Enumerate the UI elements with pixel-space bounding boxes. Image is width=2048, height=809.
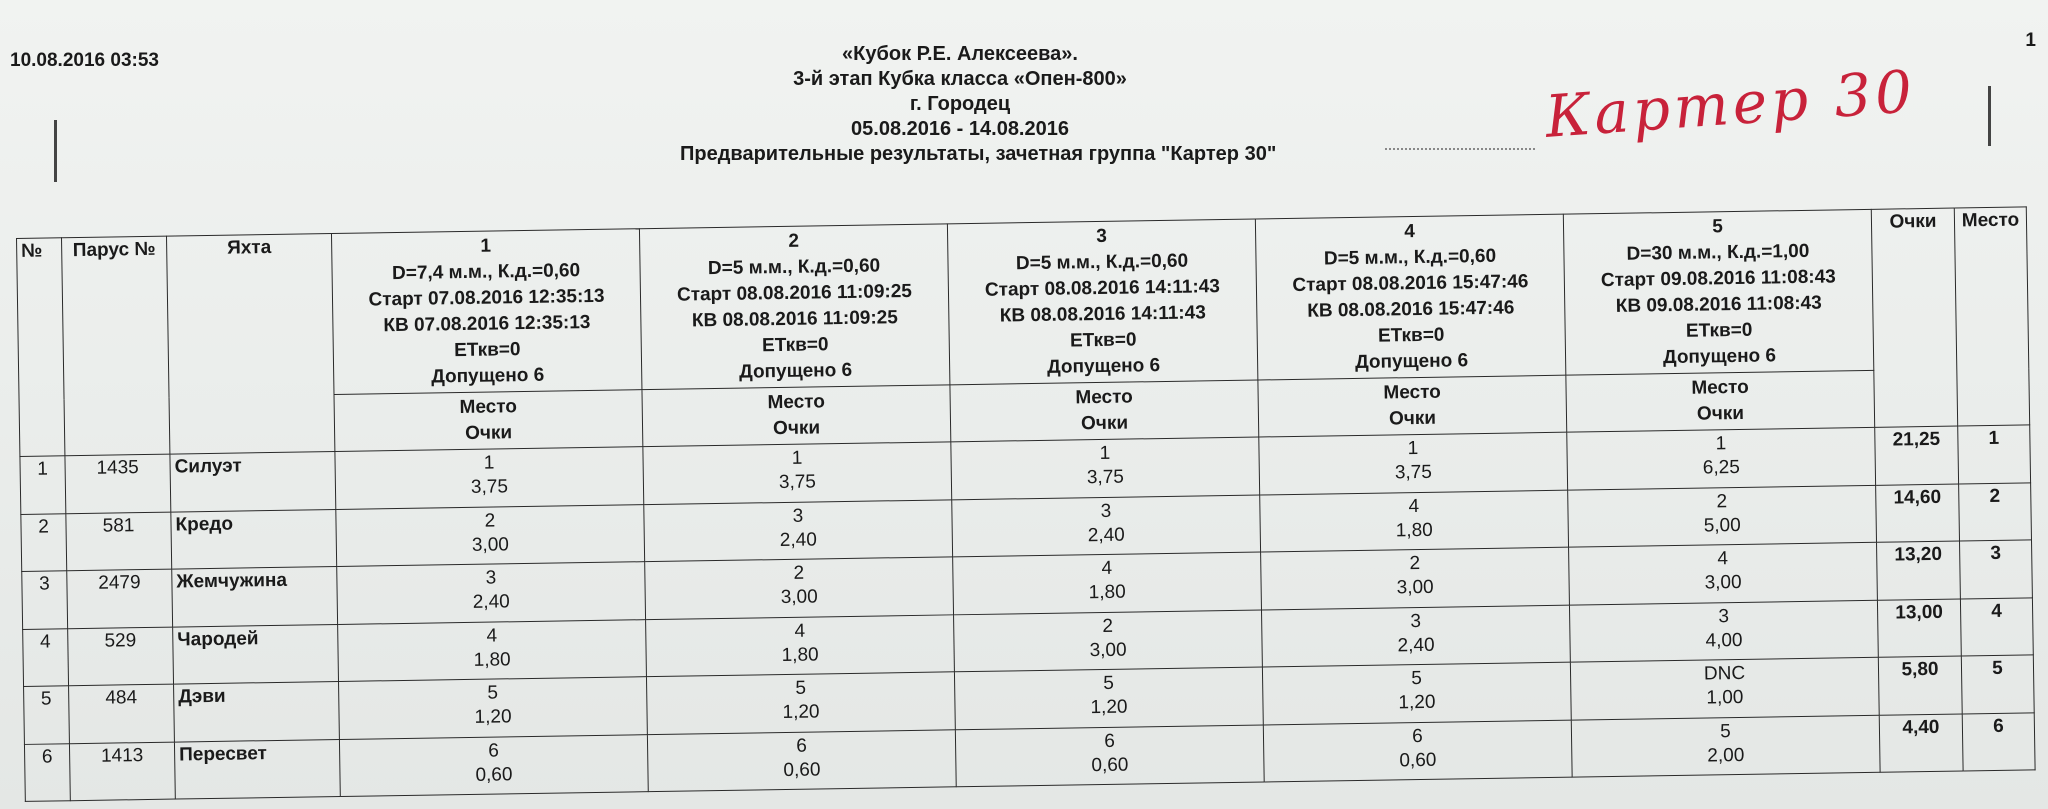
race-points: 2,40 bbox=[1397, 634, 1435, 656]
race-points: 1,20 bbox=[474, 706, 512, 728]
race-place: 5 bbox=[1719, 720, 1731, 742]
yacht-name: Жемчужина bbox=[172, 567, 338, 627]
race-kv: КВ 08.08.2016 11:09:25 bbox=[691, 307, 899, 332]
yacht-name: Чародей bbox=[173, 624, 339, 684]
race-points: 0,60 bbox=[475, 763, 513, 786]
race-place: 1 bbox=[1099, 442, 1111, 465]
race-result bbox=[953, 552, 1262, 614]
results-body bbox=[20, 425, 2035, 802]
race-header bbox=[947, 219, 1257, 385]
print-timestamp: 10.08.2016 03:53 bbox=[10, 50, 159, 71]
table-header-row bbox=[17, 207, 2029, 400]
row-number: 2 bbox=[21, 513, 67, 571]
race-place: DNC bbox=[1703, 662, 1746, 685]
race-admitted: Допущено 6 bbox=[431, 364, 545, 388]
race-result bbox=[1262, 662, 1571, 724]
final-place: 5 bbox=[1961, 655, 2034, 714]
race-place: 6 bbox=[488, 739, 500, 762]
pen-mark-right bbox=[1988, 86, 1991, 146]
race-result bbox=[1263, 720, 1572, 782]
race-points: 1,20 bbox=[782, 701, 820, 724]
race-result bbox=[1570, 657, 1879, 719]
race-points: 3,75 bbox=[1394, 461, 1433, 484]
race-result bbox=[1569, 600, 1878, 662]
race-result bbox=[952, 494, 1261, 556]
event-city: г. Городец bbox=[909, 93, 1011, 115]
final-place: 4 bbox=[1960, 597, 2033, 656]
race-subheader: Место Очки bbox=[1258, 375, 1567, 437]
race-points: 6,25 bbox=[1702, 456, 1740, 479]
race-points: 2,40 bbox=[779, 528, 817, 551]
page-number: 1 bbox=[2025, 30, 2036, 51]
final-place: 3 bbox=[1959, 540, 2032, 599]
race-result bbox=[1568, 485, 1877, 547]
race-place: 5 bbox=[1103, 672, 1115, 694]
race-result bbox=[1571, 715, 1880, 777]
race-points: 5,00 bbox=[1703, 514, 1741, 537]
col-header-number: № bbox=[17, 238, 65, 457]
col-header-place: Место bbox=[1954, 207, 2029, 426]
sail-number: 1413 bbox=[69, 742, 175, 801]
race-points: 3,00 bbox=[780, 586, 818, 609]
race-start: Старт 09.08.2016 11:08:43 bbox=[1600, 266, 1836, 292]
sail-number: 581 bbox=[66, 512, 172, 571]
race-result bbox=[954, 667, 1263, 729]
race-result bbox=[335, 447, 644, 509]
race-start: Старт 08.08.2016 11:09:25 bbox=[676, 280, 913, 306]
row-number: 1 bbox=[20, 456, 66, 514]
sail-number: 529 bbox=[68, 627, 174, 686]
sail-number: 1435 bbox=[65, 454, 171, 513]
col-header-yacht: Яхта bbox=[166, 234, 334, 455]
race-start: Старт 08.08.2016 15:47:46 bbox=[1292, 271, 1529, 296]
race-result bbox=[338, 619, 647, 681]
total-points: 4,40 bbox=[1879, 713, 1963, 772]
race-et: ЕТкв=0 bbox=[761, 334, 829, 357]
row-number: 5 bbox=[24, 686, 70, 744]
race-result bbox=[336, 504, 645, 566]
race-header bbox=[1255, 214, 1565, 380]
race-header bbox=[639, 224, 949, 390]
col-header-sail: Парус № bbox=[62, 236, 170, 456]
race-points: 1,80 bbox=[781, 643, 819, 666]
race-place: 3 bbox=[792, 505, 804, 527]
race-place: 4 bbox=[794, 620, 806, 642]
race-points: 2,40 bbox=[1087, 524, 1125, 546]
race-kv: КВ 08.08.2016 15:47:46 bbox=[1307, 297, 1515, 322]
race-start: Старт 08.08.2016 14:11:43 bbox=[984, 276, 1221, 301]
race-place: 3 bbox=[1718, 605, 1730, 627]
row-number: 4 bbox=[23, 628, 69, 686]
race-points: 2,40 bbox=[472, 591, 510, 613]
race-result bbox=[1261, 605, 1570, 667]
race-place: 6 bbox=[1104, 730, 1115, 752]
total-points: 13,00 bbox=[1877, 599, 1961, 658]
race-result bbox=[337, 562, 646, 624]
final-place: 1 bbox=[1958, 425, 2031, 484]
race-points: 3,00 bbox=[1089, 639, 1127, 661]
race-subheader: Место Очки bbox=[334, 390, 643, 452]
race-result bbox=[644, 499, 953, 561]
race-points: 2,00 bbox=[1707, 744, 1745, 766]
race-kv: КВ 09.08.2016 11:08:43 bbox=[1615, 292, 1822, 317]
row-number: 3 bbox=[22, 571, 68, 629]
race-result bbox=[951, 437, 1260, 499]
race-result bbox=[1261, 547, 1570, 609]
race-num: 1 bbox=[480, 235, 492, 257]
race-admitted: Допущено 6 bbox=[1662, 345, 1777, 369]
race-points: 1,80 bbox=[1088, 581, 1126, 604]
race-result bbox=[339, 734, 648, 796]
race-subheader: Место Очки bbox=[1566, 370, 1875, 432]
race-points: 3,75 bbox=[778, 471, 817, 494]
race-points: 3,00 bbox=[1396, 576, 1434, 599]
race-points: 3,75 bbox=[470, 476, 509, 498]
race-admitted: Допущено 6 bbox=[1354, 350, 1469, 373]
race-place: 5 bbox=[1411, 667, 1423, 690]
race-place: 4 bbox=[1101, 557, 1113, 579]
race-dist: D=7,4 м.м., К.д.=0,60 bbox=[391, 260, 581, 285]
race-place: 4 bbox=[1408, 495, 1420, 517]
race-dist: D=5 м.м., К.д.=0,60 bbox=[1323, 245, 1497, 270]
row-number: 6 bbox=[24, 743, 70, 801]
race-place: 3 bbox=[1410, 610, 1422, 632]
race-place: 4 bbox=[486, 624, 498, 647]
race-place: 1 bbox=[791, 447, 803, 469]
race-dist: D=5 м.м., К.д.=0,60 bbox=[707, 255, 881, 280]
race-result bbox=[954, 609, 1263, 671]
yacht-name: Пересвет bbox=[174, 739, 340, 799]
final-place: 2 bbox=[1959, 482, 2032, 541]
results-group-title: Предварительные результаты, зачетная группа "Картер 30" bbox=[680, 143, 1277, 165]
total-points: 13,20 bbox=[1877, 541, 1961, 600]
race-points: 1,80 bbox=[473, 648, 511, 671]
race-result bbox=[646, 672, 955, 734]
race-num: 2 bbox=[788, 230, 800, 252]
event-stage: 3-й этап Кубка класса «Опен-800» bbox=[793, 68, 1127, 90]
final-place: 6 bbox=[1962, 712, 2035, 771]
race-result bbox=[647, 729, 956, 791]
dotted-divider bbox=[1385, 148, 1535, 150]
race-subheader: Место Очки bbox=[642, 385, 951, 447]
event-dates: 05.08.2016 - 14.08.2016 bbox=[851, 118, 1069, 140]
race-result bbox=[1259, 432, 1568, 494]
race-place: 1 bbox=[1715, 433, 1727, 455]
race-place: 1 bbox=[1407, 438, 1419, 460]
race-place: 4 bbox=[1717, 548, 1729, 570]
yacht-name: Дэви bbox=[174, 681, 340, 741]
race-points: 4,00 bbox=[1705, 629, 1743, 652]
total-points: 5,80 bbox=[1878, 656, 1962, 715]
race-place: 6 bbox=[796, 735, 808, 757]
race-points: 0,60 bbox=[1091, 754, 1129, 776]
race-place: 3 bbox=[485, 567, 497, 589]
race-start: Старт 07.08.2016 12:35:13 bbox=[368, 285, 605, 311]
race-num: 3 bbox=[1096, 225, 1108, 248]
results-table bbox=[16, 206, 2036, 802]
race-place: 1 bbox=[483, 452, 495, 474]
race-result bbox=[1567, 427, 1876, 489]
race-header bbox=[331, 229, 641, 395]
race-dist: D=30 м.м., К.д.=1,00 bbox=[1626, 240, 1810, 265]
race-result bbox=[646, 614, 955, 676]
col-header-points: Очки bbox=[1871, 208, 1957, 427]
race-place: 5 bbox=[795, 677, 807, 699]
race-kv: КВ 08.08.2016 14:11:43 bbox=[999, 302, 1206, 327]
handwritten-note: Картер 30 bbox=[1543, 57, 1919, 151]
race-place: 5 bbox=[487, 682, 499, 704]
race-points: 1,00 bbox=[1706, 686, 1744, 709]
race-place: 2 bbox=[1409, 552, 1421, 575]
race-points: 3,00 bbox=[471, 533, 510, 556]
race-et: ЕТкв=0 bbox=[1377, 324, 1445, 347]
race-et: ЕТкв=0 bbox=[1069, 329, 1137, 352]
race-points: 1,20 bbox=[1090, 696, 1128, 719]
race-admitted: Допущено 6 bbox=[1047, 355, 1161, 378]
race-points: 1,20 bbox=[1398, 691, 1436, 714]
race-result bbox=[1260, 490, 1569, 552]
pen-mark-left bbox=[54, 120, 57, 182]
total-points: 14,60 bbox=[1876, 484, 1960, 543]
race-points: 0,60 bbox=[1399, 749, 1437, 771]
race-points: 0,60 bbox=[783, 758, 821, 781]
race-result bbox=[1569, 542, 1878, 604]
race-place: 2 bbox=[1102, 615, 1114, 637]
race-num: 5 bbox=[1712, 216, 1723, 238]
race-result bbox=[339, 677, 648, 739]
race-num: 4 bbox=[1404, 221, 1416, 243]
race-et: ЕТкв=0 bbox=[1685, 319, 1753, 342]
sail-number: 484 bbox=[69, 684, 175, 743]
document-header bbox=[680, 42, 1277, 167]
race-place: 6 bbox=[1412, 725, 1423, 747]
race-place: 2 bbox=[793, 562, 805, 584]
race-points: 1,80 bbox=[1395, 519, 1433, 541]
race-result bbox=[955, 724, 1264, 786]
race-kv: КВ 07.08.2016 12:35:13 bbox=[383, 311, 591, 337]
race-admitted: Допущено 6 bbox=[739, 359, 853, 383]
event-title: «Кубок Р.Е. Алексеева». bbox=[842, 43, 1078, 65]
race-points: 3,00 bbox=[1704, 571, 1742, 594]
race-dist: D=5 м.м., К.д.=0,60 bbox=[1015, 250, 1189, 275]
race-subheader: Место Очки bbox=[950, 380, 1259, 442]
race-points: 3,75 bbox=[1086, 466, 1125, 489]
sail-number: 2479 bbox=[67, 569, 173, 628]
race-place: 2 bbox=[484, 510, 496, 532]
race-place: 2 bbox=[1716, 490, 1728, 512]
race-place: 3 bbox=[1100, 500, 1112, 522]
race-result bbox=[645, 557, 954, 619]
total-points: 21,25 bbox=[1875, 426, 1959, 485]
race-et: ЕТкв=0 bbox=[453, 339, 521, 362]
race-result bbox=[643, 442, 952, 504]
race-header bbox=[1563, 209, 1873, 375]
yacht-name: Силуэт bbox=[170, 452, 336, 512]
yacht-name: Кредо bbox=[171, 509, 337, 569]
